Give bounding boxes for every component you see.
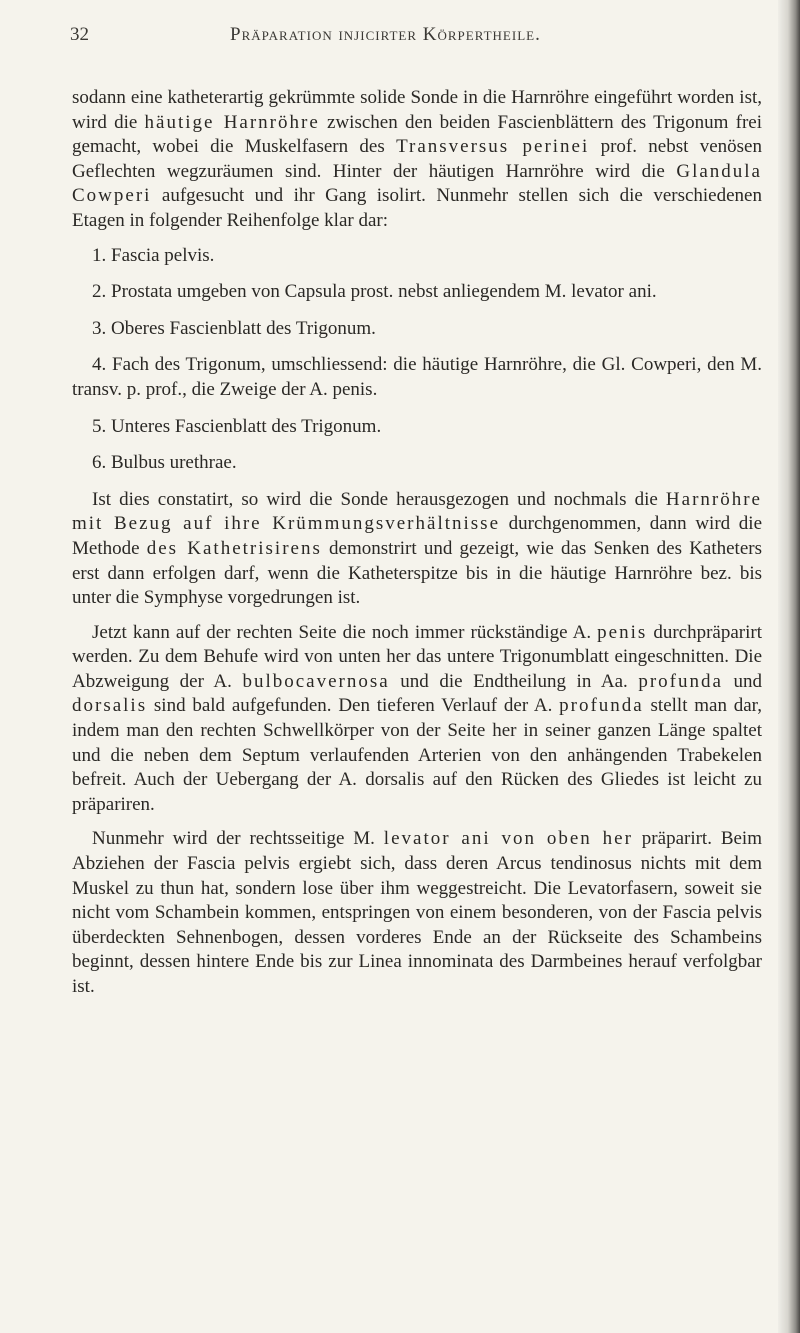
page-edge-shadow	[778, 0, 800, 1333]
spaced-term: Glandula Cowperi	[72, 160, 762, 207]
spaced-term: profunda	[638, 670, 723, 692]
text-run: präparirt. Beim Abziehen der Fascia pelvis ergiebt sich, dass deren Arcus tendinosus nichts mit dem Muskel zu thun hat, sondern lose über ihm weggestreicht. Die Levatorfasern, soweit sie nicht vom Schambein kommen, entspringen von einem besonderen, von der Fascia pelvis überdeckten Sehnenbogen, dessen vorderes Ende an der Rückseite des Schambeins beginnt, dessen hintere Ende bis zur Linea innominata des Darmbeines herauf verfolgbar ist.	[72, 828, 762, 997]
page-header	[70, 24, 760, 50]
paragraph-1	[72, 86, 762, 234]
paragraph-4	[72, 827, 762, 999]
spaced-term: levator ani von oben her	[383, 828, 633, 850]
text-run: zwischen den beiden Fascienblättern des Trigonum frei gemacht, wobei die Muskelfasern des	[72, 111, 763, 158]
text-run: sind bald aufgefunden. Den tieferen Verlauf der A.	[147, 695, 560, 717]
running-title: Präparation injicirter Körpertheile.	[230, 24, 541, 45]
paragraph-3	[72, 621, 762, 818]
spaced-term: Transversus perinei	[396, 136, 590, 158]
spaced-term: profunda	[559, 695, 644, 717]
list-item: 4. Fach des Trigonum, umschliessend: die häutige Harnröhre, die Gl. Cowperi, den M. transv. p. prof., die Zweige der A. penis.	[72, 354, 762, 400]
page-number: 32	[70, 24, 89, 45]
body-text	[72, 86, 762, 1000]
list-item: 2. Prostata umgeben von Capsula prost. nebst anliegendem M. levator ani.	[92, 281, 657, 303]
text-run: durchgenommen, dann wird die Methode	[72, 513, 762, 559]
text-run: stellt man dar, indem man den rechten Schwellkörper von der Seite her in seiner ganzen Länge spaltet und die neben dem Septum verlaufenden Arterien von den anhängenden Trabekelen befreit. Auch der Uebergang der A. dorsalis auf den Rücken des Gliedes ist leicht zu präpariren.	[72, 695, 762, 815]
spaced-term: penis	[597, 621, 648, 643]
numbered-list	[72, 244, 762, 476]
paragraph-2	[72, 488, 762, 611]
text-run: prof. nebst venösen Geflechten wegzuräumen sind. Hinter der häutigen Harnröhre wird die	[72, 136, 762, 182]
list-item: 6. Bulbus urethrae.	[92, 452, 237, 474]
spaced-term: dorsalis	[72, 695, 148, 717]
text-run: aufgesucht und ihr Gang isolirt. Nunmehr stellen sich die verschiedenen Etagen in folgender Reihenfolge klar dar:	[72, 185, 762, 231]
text-run: demonstrirt und gezeigt, wie das Senken des Katheters erst dann erfolgen darf, wenn die Katheterspitze bis in die häutige Harnröhre bez. bis unter die Symphyse vorgedrungen ist.	[72, 537, 762, 609]
text-run: sodann eine katheterartig gekrümmte solide Sonde in die Harnröhre eingeführt worden ist, wird die	[72, 87, 762, 133]
text-run: durchpräparirt werden. Zu dem Behufe wird von unten her das untere Trigonumblatt eingeschnitten. Die Abzweigung der A.	[72, 621, 762, 692]
list-item: 1. Fascia pelvis.	[92, 244, 215, 266]
text-run: und	[722, 670, 762, 692]
text-run: und die Endtheilung in Aa.	[389, 670, 639, 692]
text-run: Nunmehr wird der rechtsseitige M.	[92, 828, 384, 850]
spaced-term: häutige Harnröhre	[144, 111, 320, 133]
text-run: Ist dies constatirt, so wird die Sonde herausgezogen und nochmals die	[92, 488, 666, 510]
text-run: Jetzt kann auf der rechten Seite die noch immer rückständige A.	[92, 621, 598, 643]
spaced-term: Harnröhre mit Bezug auf ihre Krümmungsverhältnisse	[72, 488, 762, 535]
spaced-term: des Kathetrisirens	[146, 537, 322, 559]
list-item: 5. Unteres Fascienblatt des Trigonum.	[92, 415, 382, 437]
spaced-term: bulbocavernosa	[242, 670, 390, 692]
list-item: 3. Oberes Fascienblatt des Trigonum.	[92, 317, 376, 339]
